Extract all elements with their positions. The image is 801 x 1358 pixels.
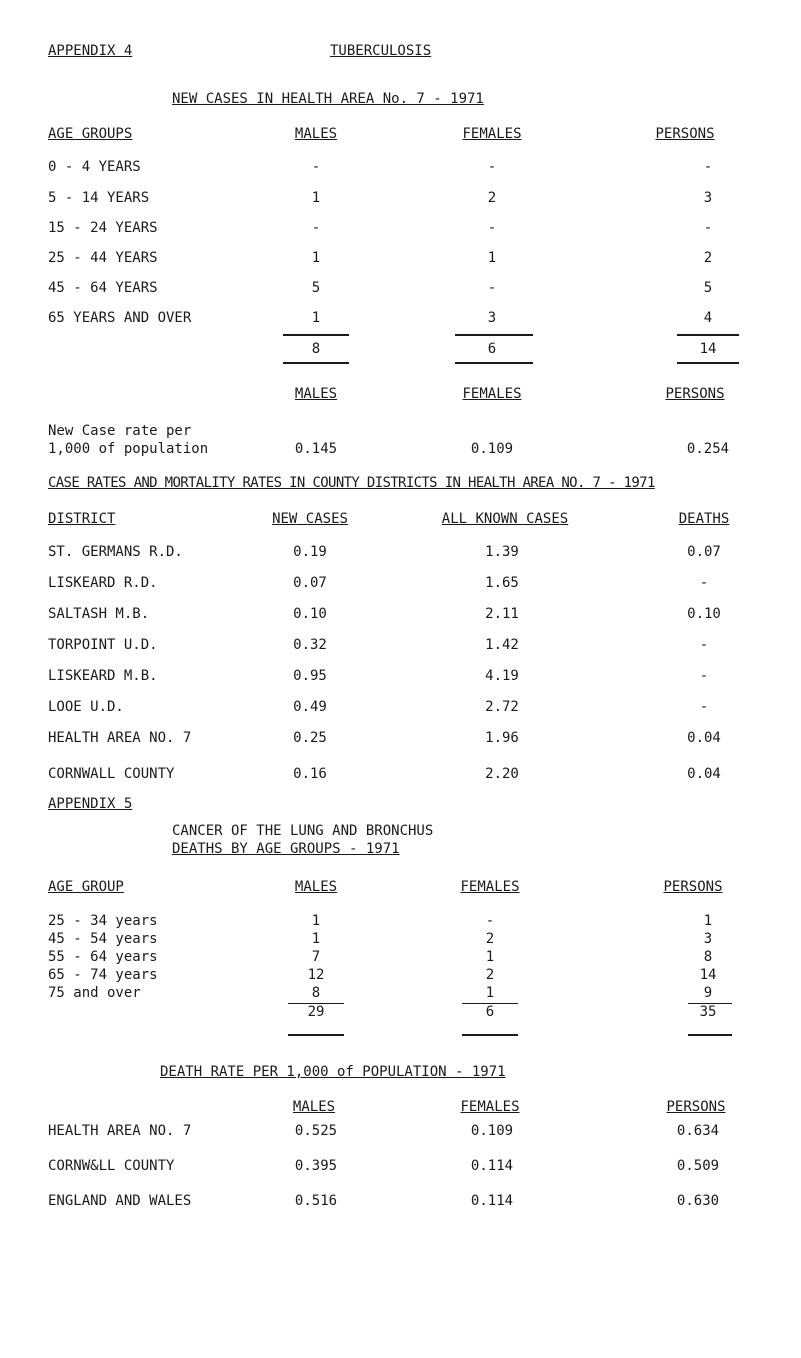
total-underline-persons bbox=[677, 362, 739, 364]
district-rates-title: CASE RATES AND MORTALITY RATES IN COUNTY DISTRICTS IN HEALTH AREA NO. 7 - 1971 bbox=[48, 475, 655, 491]
total-underline-persons bbox=[688, 1034, 732, 1036]
cell-new-cases: 0.10 bbox=[293, 606, 327, 622]
cell-deaths: - bbox=[699, 575, 709, 591]
total-rule-persons bbox=[677, 334, 739, 336]
row-label: LISKEARD M.B. bbox=[48, 668, 158, 684]
cell-females: 1 bbox=[485, 985, 495, 1001]
cell-new-cases: 0.07 bbox=[293, 575, 327, 591]
col-age-groups: AGE GROUPS bbox=[48, 126, 133, 142]
row-label: 5 - 14 YEARS bbox=[48, 190, 150, 206]
cell-males: 1 bbox=[311, 190, 321, 206]
total-males: 29 bbox=[307, 1004, 325, 1020]
row-label: 45 - 54 years bbox=[48, 931, 158, 947]
new-cases-title: NEW CASES IN HEALTH AREA No. 7 - 1971 bbox=[172, 91, 484, 107]
row-label: CORNWALL COUNTY bbox=[48, 766, 175, 782]
row-label: HEALTH AREA NO. 7 bbox=[48, 730, 192, 746]
cell-females: - bbox=[485, 913, 495, 929]
cell-new-cases: 0.19 bbox=[293, 544, 327, 560]
lung-cancer-title: CANCER OF THE LUNG AND BRONCHUS bbox=[172, 823, 434, 839]
total-persons: 14 bbox=[699, 341, 717, 357]
cell-new-cases: 0.16 bbox=[293, 766, 327, 782]
topic-heading: TUBERCULOSIS bbox=[330, 43, 432, 59]
cell-known-cases: 1.65 bbox=[485, 575, 519, 591]
total-underline-females bbox=[462, 1034, 518, 1036]
total-persons: 35 bbox=[699, 1004, 717, 1020]
cell-females: - bbox=[487, 220, 497, 236]
cell-deaths: 0.04 bbox=[687, 730, 721, 746]
appendix-5-label: APPENDIX 5 bbox=[48, 796, 133, 812]
rate-females: 0.109 bbox=[470, 441, 514, 457]
cell-persons: 0.630 bbox=[676, 1193, 720, 1209]
row-label: 15 - 24 YEARS bbox=[48, 220, 158, 236]
cell-persons: 0.509 bbox=[676, 1158, 720, 1174]
cell-known-cases: 1.96 bbox=[485, 730, 519, 746]
col-persons: PERSONS bbox=[663, 879, 723, 895]
cell-females: 0.114 bbox=[470, 1158, 514, 1174]
row-label: CORNW&LL COUNTY bbox=[48, 1158, 175, 1174]
row-label: 75 and over bbox=[48, 985, 141, 1001]
col-deaths: DEATHS bbox=[678, 511, 730, 527]
cell-males: 0.395 bbox=[294, 1158, 338, 1174]
cell-females: 2 bbox=[487, 190, 497, 206]
col-all-known-cases: ALL KNOWN CASES bbox=[441, 511, 569, 527]
cell-persons: 3 bbox=[703, 931, 713, 947]
row-label: LISKEARD R.D. bbox=[48, 575, 158, 591]
row-label: TORPOINT U.D. bbox=[48, 637, 158, 653]
appendix-4-label: APPENDIX 4 bbox=[48, 43, 133, 59]
rate-col-males: MALES bbox=[294, 386, 338, 402]
rate-males: 0.145 bbox=[294, 441, 338, 457]
row-label: ENGLAND AND WALES bbox=[48, 1193, 192, 1209]
cell-males: 8 bbox=[311, 985, 321, 1001]
row-label: 65 YEARS AND OVER bbox=[48, 310, 192, 326]
total-rule-females bbox=[455, 334, 533, 336]
cell-males: 0.525 bbox=[294, 1123, 338, 1139]
cell-males: 1 bbox=[311, 931, 321, 947]
cell-males: 1 bbox=[311, 250, 321, 266]
rate-persons: 0.254 bbox=[686, 441, 730, 457]
row-label: ST. GERMANS R.D. bbox=[48, 544, 183, 560]
col-persons: PERSONS bbox=[655, 126, 715, 142]
total-females: 6 bbox=[487, 341, 497, 357]
row-label: SALTASH M.B. bbox=[48, 606, 150, 622]
cell-new-cases: 0.25 bbox=[293, 730, 327, 746]
cell-females: 0.109 bbox=[470, 1123, 514, 1139]
col-females: FEMALES bbox=[460, 1099, 520, 1115]
row-label: 45 - 64 YEARS bbox=[48, 280, 158, 296]
row-label: 55 - 64 years bbox=[48, 949, 158, 965]
cell-females: 1 bbox=[487, 250, 497, 266]
cell-deaths: - bbox=[699, 699, 709, 715]
cell-males: - bbox=[311, 159, 321, 175]
total-underline-males bbox=[288, 1034, 344, 1036]
cell-persons: 14 bbox=[699, 967, 717, 983]
cell-males: 7 bbox=[311, 949, 321, 965]
cell-persons: - bbox=[703, 220, 713, 236]
cell-males: 12 bbox=[307, 967, 325, 983]
cell-deaths: 0.10 bbox=[687, 606, 721, 622]
cell-persons: 9 bbox=[703, 985, 713, 1001]
cell-known-cases: 2.11 bbox=[485, 606, 519, 622]
cell-deaths: 0.07 bbox=[687, 544, 721, 560]
cell-males: 1 bbox=[311, 310, 321, 326]
rate-col-persons: PERSONS bbox=[665, 386, 725, 402]
death-rate-title: DEATH RATE PER 1,000 of POPULATION - 1971 bbox=[160, 1064, 506, 1080]
cell-known-cases: 1.42 bbox=[485, 637, 519, 653]
rate-label-line1: New Case rate per bbox=[48, 423, 192, 439]
cell-females: - bbox=[487, 159, 497, 175]
col-new-cases: NEW CASES bbox=[272, 511, 348, 527]
cell-males: 5 bbox=[311, 280, 321, 296]
cell-females: 3 bbox=[487, 310, 497, 326]
cell-persons: 1 bbox=[703, 913, 713, 929]
col-males: MALES bbox=[292, 1099, 336, 1115]
total-underline-males bbox=[283, 362, 349, 364]
cell-deaths: - bbox=[699, 637, 709, 653]
col-males: MALES bbox=[294, 879, 338, 895]
lung-cancer-subtitle: DEATHS BY AGE GROUPS - 1971 bbox=[172, 841, 400, 857]
cell-females: 1 bbox=[485, 949, 495, 965]
col-females: FEMALES bbox=[462, 126, 522, 142]
cell-females: - bbox=[487, 280, 497, 296]
total-females: 6 bbox=[485, 1004, 495, 1020]
rate-col-females: FEMALES bbox=[462, 386, 522, 402]
total-males: 8 bbox=[311, 341, 321, 357]
cell-known-cases: 2.20 bbox=[485, 766, 519, 782]
cell-persons: 2 bbox=[703, 250, 713, 266]
row-label: 25 - 34 years bbox=[48, 913, 158, 929]
cell-persons: 5 bbox=[703, 280, 713, 296]
row-label: LOOE U.D. bbox=[48, 699, 124, 715]
cell-new-cases: 0.32 bbox=[293, 637, 327, 653]
cell-persons: 4 bbox=[703, 310, 713, 326]
cell-females: 2 bbox=[485, 967, 495, 983]
cell-known-cases: 2.72 bbox=[485, 699, 519, 715]
total-rule-males bbox=[283, 334, 349, 336]
cell-persons: 0.634 bbox=[676, 1123, 720, 1139]
cell-new-cases: 0.49 bbox=[293, 699, 327, 715]
col-age-group: AGE GROUP bbox=[48, 879, 124, 895]
col-males: MALES bbox=[294, 126, 338, 142]
cell-persons: 8 bbox=[703, 949, 713, 965]
cell-females: 2 bbox=[485, 931, 495, 947]
row-label: 0 - 4 YEARS bbox=[48, 159, 141, 175]
col-district: DISTRICT bbox=[48, 511, 116, 527]
cell-persons: - bbox=[703, 159, 713, 175]
col-persons: PERSONS bbox=[666, 1099, 726, 1115]
row-label: 65 - 74 years bbox=[48, 967, 158, 983]
cell-males: - bbox=[311, 220, 321, 236]
cell-females: 0.114 bbox=[470, 1193, 514, 1209]
cell-known-cases: 1.39 bbox=[485, 544, 519, 560]
cell-deaths: 0.04 bbox=[687, 766, 721, 782]
total-underline-females bbox=[455, 362, 533, 364]
cell-males: 1 bbox=[311, 913, 321, 929]
row-label: 25 - 44 YEARS bbox=[48, 250, 158, 266]
rate-label-line2: 1,000 of population bbox=[48, 441, 209, 457]
cell-deaths: - bbox=[699, 668, 709, 684]
row-label: HEALTH AREA NO. 7 bbox=[48, 1123, 192, 1139]
cell-males: 0.516 bbox=[294, 1193, 338, 1209]
cell-persons: 3 bbox=[703, 190, 713, 206]
col-females: FEMALES bbox=[460, 879, 520, 895]
cell-known-cases: 4.19 bbox=[485, 668, 519, 684]
cell-new-cases: 0.95 bbox=[293, 668, 327, 684]
